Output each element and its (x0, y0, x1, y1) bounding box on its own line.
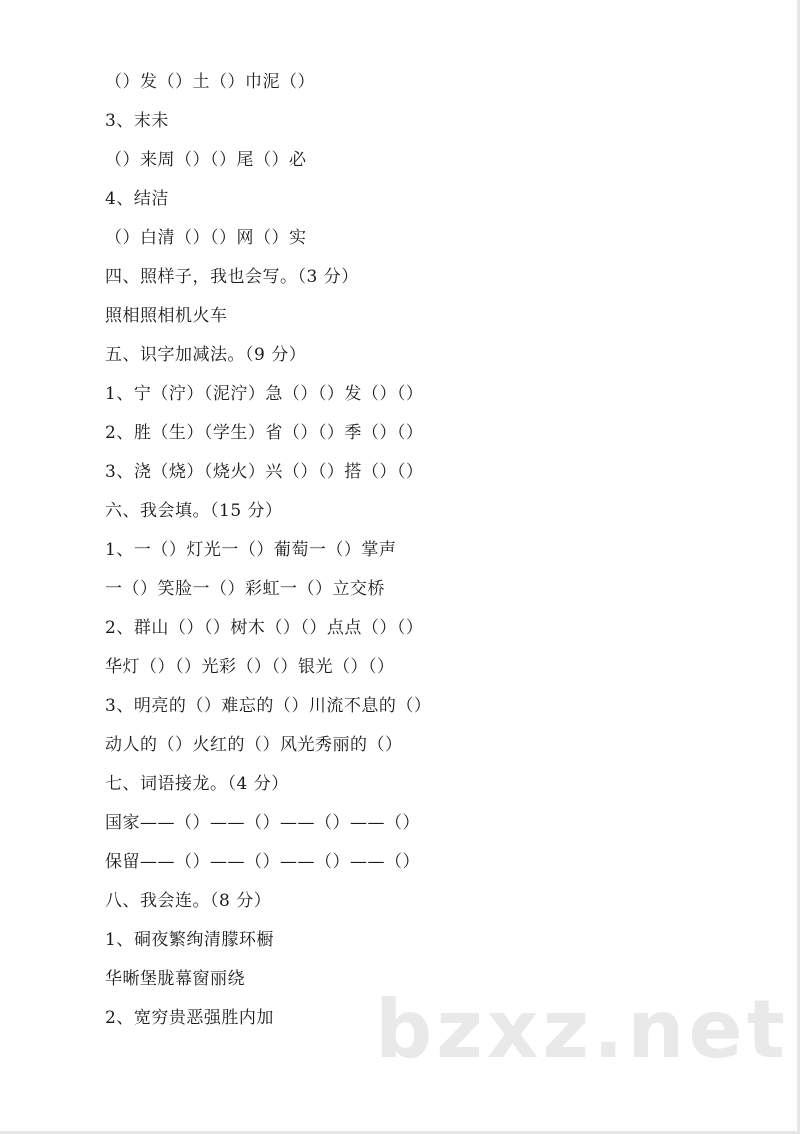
section-heading: 八、我会连。（8 分） (105, 891, 272, 911)
text-line: 华灯（）（）光彩（）（）银光（）（） (105, 657, 395, 677)
text-line: 2、胜（生）（学生）省（）（）季（）（） (105, 423, 424, 443)
text-line: 1、宁（泞）（泥泞）急（）（）发（）（） (105, 384, 424, 404)
text-line: 1、一（）灯光一（）葡萄一（）掌声 (105, 540, 397, 560)
text-line: 3、末未 (105, 111, 169, 131)
text-line: 一（）笑脸一（）彩虹一（）立交桥 (105, 579, 385, 599)
section-heading: 六、我会填。（15 分） (105, 501, 283, 521)
text-line: （）白清（）（）网（）实 (105, 228, 307, 248)
text-line: 华晰堡胧幕窗丽绕 (105, 969, 245, 989)
text-line: （）来周（）（）尾（）必 (105, 150, 307, 170)
text-line: 动人的（）火红的（）风光秀丽的（） (105, 735, 403, 755)
section-heading: 五、识字加减法。（9 分） (105, 345, 307, 365)
text-line: 3、浇（烧）（烧火）兴（）（）搭（）（） (105, 462, 424, 482)
watermark: bzxz.net (375, 983, 789, 1076)
text-line: 保留——（）——（）——（）——（） (105, 852, 420, 872)
text-line: 2、宽穷贵恶强胜内加 (105, 1008, 274, 1028)
text-line: 1、硐夜繁绚清朦环橱 (105, 930, 274, 950)
text-line: 2、群山（）（）树木（）（）点点（）（） (105, 618, 424, 638)
text-line: 3、明亮的（）难忘的（）川流不息的（） (105, 696, 432, 716)
text-line: 照相照相机火车 (105, 306, 228, 326)
text-line: 国家——（）——（）——（）——（） (105, 813, 420, 833)
section-heading: 四、照样子，我也会写。（3 分） (105, 267, 359, 287)
section-heading: 七、词语接龙。（4 分） (105, 774, 289, 794)
text-line: （）发（）土（）巾泥（） (105, 72, 315, 92)
text-line: 4、结洁 (105, 189, 169, 209)
